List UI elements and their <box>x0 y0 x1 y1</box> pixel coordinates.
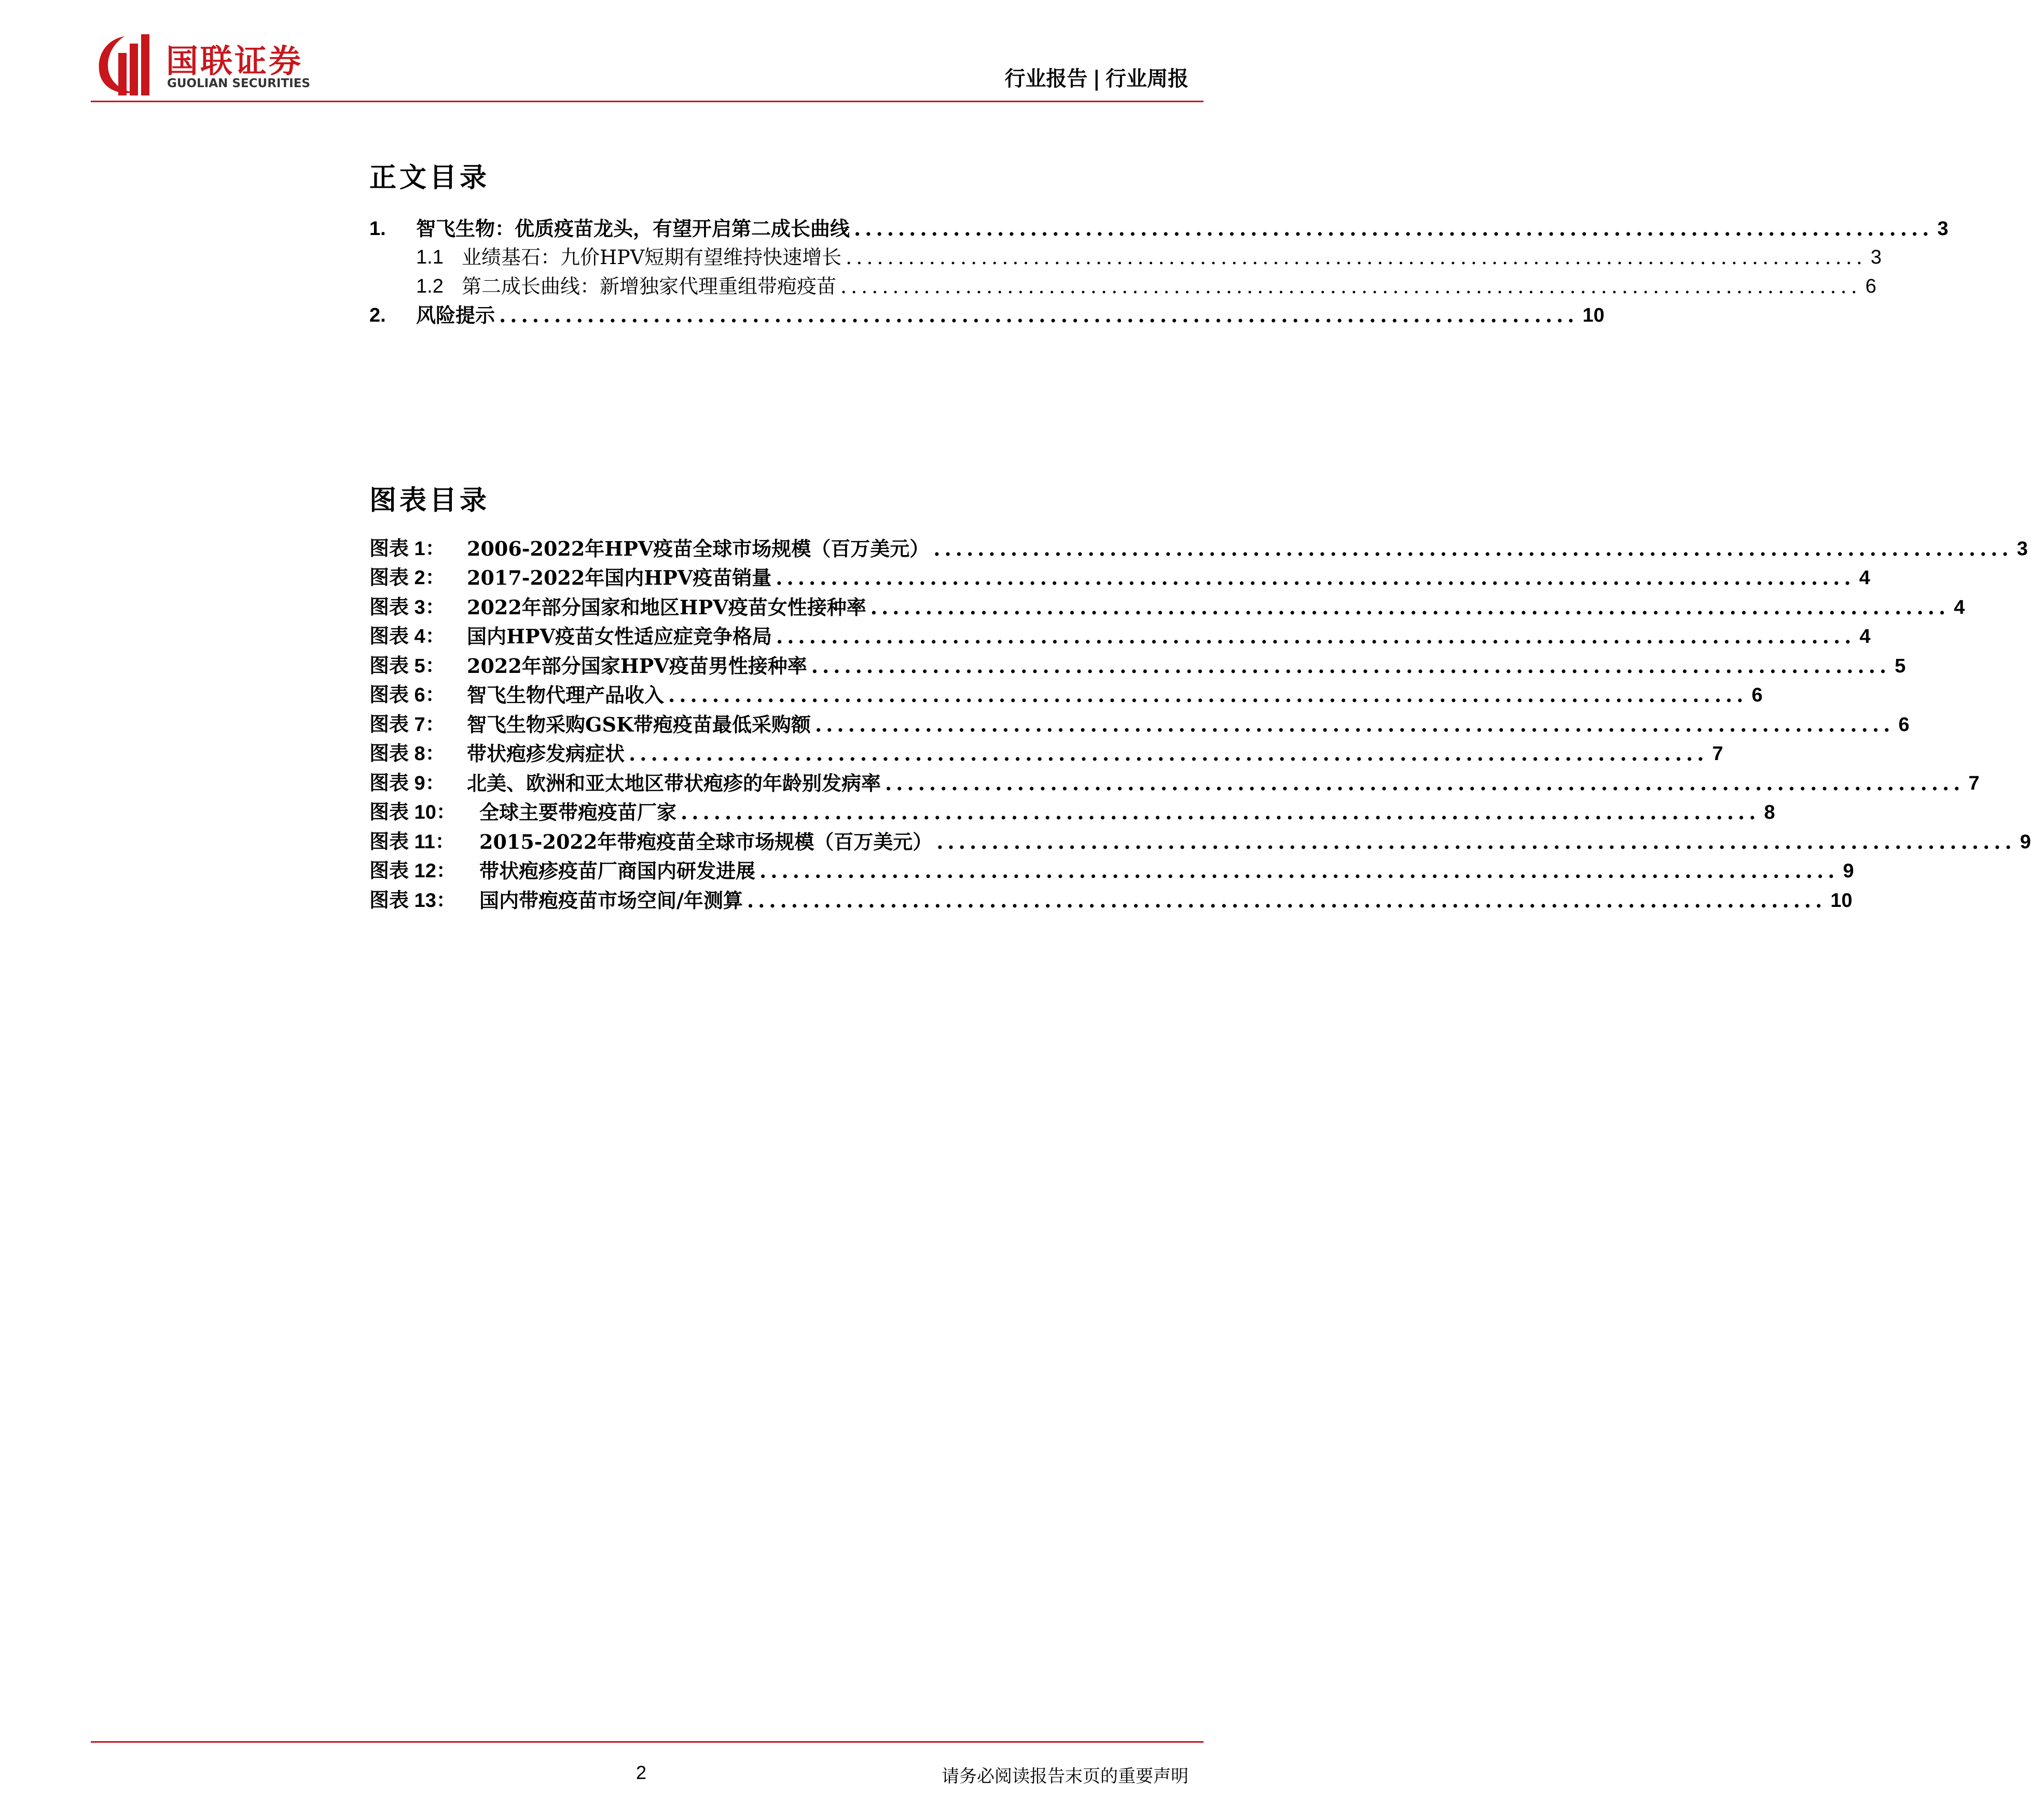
figure-item[interactable] <box>369 829 2031 856</box>
figure-item[interactable] <box>369 858 1854 885</box>
toc-item-label: 业绩基石：九价HPV短期有望维持快速增长 <box>462 246 842 269</box>
toc-item-label: 风险提示 <box>416 304 495 327</box>
figure-item[interactable] <box>369 535 2028 562</box>
figure-item-label: 智飞生物代理产品收入 <box>467 683 665 707</box>
toc-leader-dots: .................................................................................................. <box>854 217 1933 240</box>
figure-item-page: 4 <box>1859 626 1871 647</box>
figure-item-number: 图表 5： <box>369 655 445 677</box>
figure-item[interactable] <box>369 740 1723 767</box>
figure-item-page: 8 <box>1764 802 1775 823</box>
footer-disclaimer: 请务必阅读报告末页的重要声明 <box>942 1766 1189 1787</box>
figure-leader-dots: .................................................................................................. <box>759 859 1839 883</box>
figure-item-page: 9 <box>2020 831 2031 853</box>
figure-leader-dots: .................................................................................................. <box>870 596 1950 619</box>
toc-item[interactable] <box>369 302 1605 329</box>
figure-item-page: 7 <box>1968 773 1980 794</box>
figure-item-label: 2022年部分国家和地区HPV疫苗女性接种率 <box>467 596 866 619</box>
figure-leader-dots: .................................................................................................. <box>885 771 1965 795</box>
figure-leader-dots: .................................................................................................. <box>936 830 2016 853</box>
figure-item-label: 国内带疱疫苗市场空间/年测算 <box>479 889 743 912</box>
report-subtype: 行业周报 <box>1106 66 1189 91</box>
figure-leader-dots: .................................................................................................. <box>629 742 1708 765</box>
figure-item-page: 6 <box>1898 714 1910 736</box>
toc-item-page: 6 <box>1865 275 1876 297</box>
figure-item-number: 图表 9： <box>369 773 445 794</box>
toc-leader-dots: .................................................................................................. <box>499 304 1579 327</box>
header-separator: | <box>1093 66 1100 91</box>
toc-item-number: 1.1 <box>416 246 444 268</box>
figure-item-label: 国内HPV疫苗女性适应症竞争格局 <box>467 625 772 648</box>
figure-item-number: 图表 10： <box>369 802 456 823</box>
toc-item-page: 3 <box>1937 218 1949 240</box>
figures-title: 图表目录 <box>369 485 490 516</box>
figure-item-page: 5 <box>1895 655 1906 677</box>
figure-leader-dots: .................................................................................................. <box>747 889 1827 912</box>
figure-item-number: 图表 1： <box>369 538 445 560</box>
toc-leader-dots: .................................................................................................. <box>846 246 1867 269</box>
figure-item[interactable] <box>369 594 1965 621</box>
figure-item[interactable] <box>369 682 1763 709</box>
toc-item[interactable] <box>369 273 1876 300</box>
toc-item-label: 智飞生物：优质疫苗龙头，有望开启第二成长曲线 <box>416 217 850 240</box>
figure-leader-dots: .................................................................................................. <box>776 566 1855 589</box>
figure-item[interactable] <box>369 564 1870 591</box>
toc-leader-dots: .................................................................................................. <box>840 275 1861 298</box>
figure-item[interactable] <box>369 623 1871 650</box>
figure-item-number: 图表 4： <box>369 626 445 647</box>
page-number: 2 <box>636 1762 647 1783</box>
figure-item[interactable] <box>369 887 1853 914</box>
guolian-logo-icon <box>93 32 161 97</box>
figure-leader-dots: .................................................................................................. <box>933 537 2013 560</box>
toc-item-number: 1. <box>369 218 386 240</box>
header-divider <box>91 101 1204 102</box>
company-logo <box>93 32 342 97</box>
toc-item-page: 3 <box>1870 246 1882 268</box>
figure-item-label: 全球主要带疱疫苗厂家 <box>479 801 677 824</box>
figure-item-number: 图表 2： <box>369 567 445 589</box>
figure-item-page: 4 <box>1954 597 1965 618</box>
footer-divider <box>91 1741 1204 1743</box>
figure-item-number: 图表 7： <box>369 714 445 736</box>
figure-item-page: 7 <box>1712 743 1723 765</box>
toc-item[interactable] <box>369 244 1882 271</box>
figure-item-label: 带状疱疹疫苗厂商国内研发进展 <box>479 859 756 883</box>
toc-item-number: 1.2 <box>416 275 444 297</box>
figure-item-number: 图表 8： <box>369 743 445 765</box>
figure-leader-dots: .................................................................................................. <box>776 625 1856 648</box>
toc-item-label: 第二成长曲线：新增独家代理重组带疱疫苗 <box>462 275 837 298</box>
figure-item[interactable] <box>369 799 1775 826</box>
figure-item-number: 图表 3： <box>369 597 445 618</box>
figure-leader-dots: .................................................................................................. <box>811 654 1891 678</box>
figure-item[interactable] <box>369 770 1980 797</box>
toc-title: 正文目录 <box>369 162 490 194</box>
figure-item-label: 北美、欧洲和亚太地区带状疱疹的年龄别发病率 <box>467 771 881 795</box>
figure-item-label: 2015-2022年带疱疫苗全球市场规模（百万美元） <box>479 830 933 853</box>
figure-item-number: 图表 13： <box>369 890 456 912</box>
figure-item-number: 图表 6： <box>369 684 445 706</box>
toc-item-number: 2. <box>369 305 386 326</box>
figure-item-page: 6 <box>1751 684 1763 706</box>
figure-item-page: 10 <box>1830 890 1853 912</box>
figure-item[interactable] <box>369 711 1910 738</box>
figure-item-number: 图表 12： <box>369 860 456 882</box>
page-header <box>0 0 1287 104</box>
toc-item[interactable] <box>369 215 1949 242</box>
figure-leader-dots: .................................................................................................. <box>814 713 1895 736</box>
figure-item-page: 4 <box>1859 567 1870 589</box>
figure-item-label: 2022年部分国家HPV疫苗男性接种率 <box>467 654 807 678</box>
toc-item-page: 10 <box>1582 305 1605 326</box>
figure-leader-dots: .................................................................................................. <box>668 683 1748 707</box>
figure-item-number: 图表 11： <box>369 831 455 853</box>
report-category <box>1004 62 1189 92</box>
logo-cn-text: 国联证券 <box>166 42 303 80</box>
figure-item-label: 2017-2022年国内HPV疫苗销量 <box>467 566 772 589</box>
figure-item-page: 9 <box>1843 860 1854 882</box>
figure-leader-dots: .................................................................................................. <box>681 801 1760 824</box>
figure-item-label: 2006-2022年HPV疫苗全球市场规模（百万美元） <box>467 537 930 560</box>
figure-item-label: 智飞生物采购GSK带疱疫苗最低采购额 <box>467 713 811 736</box>
figure-item-page: 3 <box>2016 538 2028 560</box>
figure-item[interactable] <box>369 653 1906 680</box>
report-type: 行业报告 <box>1004 66 1088 91</box>
figure-item-label: 带状疱疹发病症状 <box>467 742 625 765</box>
logo-en-text: GUOLIAN SECURITIES <box>167 77 310 90</box>
